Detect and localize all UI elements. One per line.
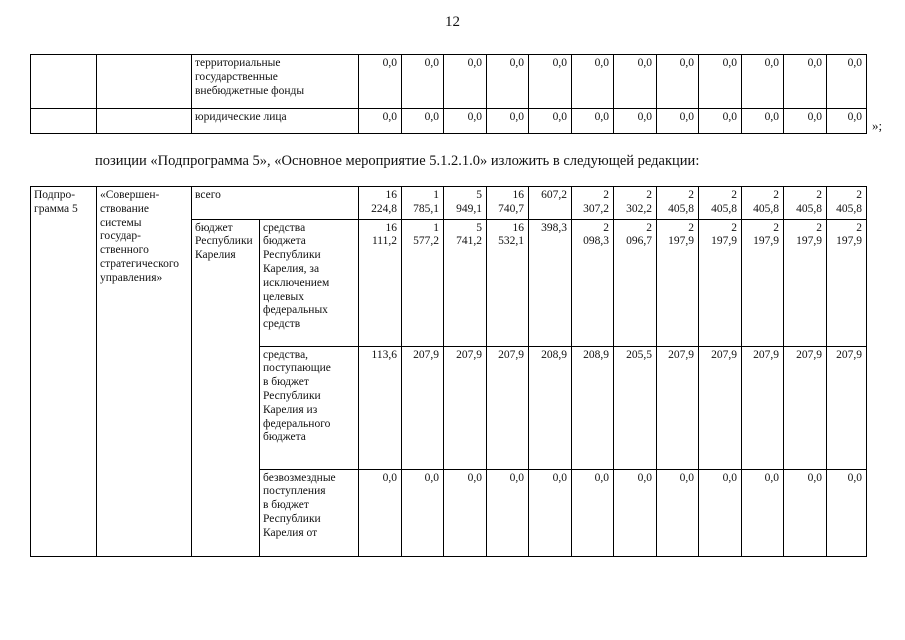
value-cell: 0,0 xyxy=(572,469,614,556)
value-cell: 16 532,1 xyxy=(487,219,529,346)
value-cell: 208,9 xyxy=(529,346,572,469)
value-cell: 0,0 xyxy=(784,109,827,134)
value-cell: 207,9 xyxy=(402,346,444,469)
value-cell: 0,0 xyxy=(699,469,742,556)
value-cell: 0,0 xyxy=(444,55,487,109)
value-cell: 0,0 xyxy=(614,109,657,134)
value-cell: 0,0 xyxy=(359,469,402,556)
total-value: 1 785,1 xyxy=(402,187,444,220)
value-cell: 0,0 xyxy=(402,469,444,556)
value-cell: 0,0 xyxy=(699,55,742,109)
value-cell: 0,0 xyxy=(572,55,614,109)
value-cell: 0,0 xyxy=(487,55,529,109)
program-code: Подпро- грамма 5 xyxy=(31,187,97,557)
total-value: 16 224,8 xyxy=(359,187,402,220)
value-cell: 0,0 xyxy=(742,109,784,134)
row-label: юридические лица xyxy=(192,109,359,134)
empty-cell xyxy=(31,109,97,134)
empty-cell xyxy=(97,55,192,109)
value-cell: 0,0 xyxy=(402,55,444,109)
value-cell: 0,0 xyxy=(742,469,784,556)
value-cell: 2 096,7 xyxy=(614,219,657,346)
value-cell: 207,9 xyxy=(444,346,487,469)
value-cell: 207,9 xyxy=(742,346,784,469)
value-cell: 2 197,9 xyxy=(784,219,827,346)
page-number: 12 xyxy=(445,14,460,30)
value-cell: 208,9 xyxy=(572,346,614,469)
value-cell: 0,0 xyxy=(359,55,402,109)
value-cell: 207,9 xyxy=(657,346,699,469)
total-value: 2 405,8 xyxy=(827,187,867,220)
total-value: 5 949,1 xyxy=(444,187,487,220)
value-cell: 2 197,9 xyxy=(742,219,784,346)
total-label: всего xyxy=(192,187,359,220)
source-label: безвозмездные поступления в бюджет Республики Карелия от xyxy=(260,469,359,556)
value-cell: 16 111,2 xyxy=(359,219,402,346)
value-cell: 398,3 xyxy=(529,219,572,346)
value-cell: 0,0 xyxy=(614,55,657,109)
value-cell: 0,0 xyxy=(657,469,699,556)
value-cell: 0,0 xyxy=(657,109,699,134)
value-cell: 1 577,2 xyxy=(402,219,444,346)
value-cell: 0,0 xyxy=(487,469,529,556)
program-name: «Совершен- ствование системы государ- ственного стратегического управления» xyxy=(97,187,192,557)
value-cell: 0,0 xyxy=(742,55,784,109)
value-cell: 113,6 xyxy=(359,346,402,469)
empty-cell xyxy=(31,55,97,109)
value-cell: 0,0 xyxy=(614,469,657,556)
value-cell: 0,0 xyxy=(529,55,572,109)
value-cell: 0,0 xyxy=(827,109,867,134)
value-cell: 207,9 xyxy=(699,346,742,469)
value-cell: 2 197,9 xyxy=(657,219,699,346)
value-cell: 0,0 xyxy=(487,109,529,134)
total-value: 2 405,8 xyxy=(784,187,827,220)
value-cell: 207,9 xyxy=(827,346,867,469)
value-cell: 0,0 xyxy=(699,109,742,134)
budget-table-continued xyxy=(30,54,867,134)
total-value: 607,2 xyxy=(529,187,572,220)
value-cell: 0,0 xyxy=(444,109,487,134)
total-value: 2 302,2 xyxy=(614,187,657,220)
empty-cell xyxy=(97,109,192,134)
table-row xyxy=(31,109,867,134)
value-cell: 0,0 xyxy=(784,469,827,556)
value-cell: 2 197,9 xyxy=(827,219,867,346)
value-cell: 0,0 xyxy=(444,469,487,556)
table-row xyxy=(31,55,867,109)
value-cell: 2 098,3 xyxy=(572,219,614,346)
value-cell: 5 741,2 xyxy=(444,219,487,346)
source-label: средства, поступающие в бюджет Республики Карелия из федерального бюджета xyxy=(260,346,359,469)
source-label: средства бюджета Республики Карелия, за исключением целевых федеральных средств xyxy=(260,219,359,346)
value-cell: 0,0 xyxy=(572,109,614,134)
value-cell: 205,5 xyxy=(614,346,657,469)
value-cell: 0,0 xyxy=(657,55,699,109)
total-value: 2 307,2 xyxy=(572,187,614,220)
total-value: 2 405,8 xyxy=(699,187,742,220)
budget-label: бюджет Республики Карелия xyxy=(192,219,260,556)
closing-quote: »; xyxy=(872,118,883,133)
value-cell: 207,9 xyxy=(784,346,827,469)
value-cell: 0,0 xyxy=(529,109,572,134)
value-cell: 0,0 xyxy=(784,55,827,109)
total-value: 2 405,8 xyxy=(742,187,784,220)
value-cell: 0,0 xyxy=(827,55,867,109)
value-cell: 207,9 xyxy=(487,346,529,469)
total-value: 2 405,8 xyxy=(657,187,699,220)
row-label: территориальные государственные внебюджетные фонды xyxy=(192,55,359,109)
total-value: 16 740,7 xyxy=(487,187,529,220)
subprogram-5-table xyxy=(30,186,867,557)
instruction-paragraph: позиции «Подпрограмма 5», «Основное мероприятие 5.1.2.1.0» изложить в следующей редакции: xyxy=(95,153,700,169)
table-row xyxy=(31,187,867,220)
value-cell: 0,0 xyxy=(529,469,572,556)
value-cell: 0,0 xyxy=(402,109,444,134)
value-cell: 0,0 xyxy=(827,469,867,556)
value-cell: 2 197,9 xyxy=(699,219,742,346)
value-cell: 0,0 xyxy=(359,109,402,134)
